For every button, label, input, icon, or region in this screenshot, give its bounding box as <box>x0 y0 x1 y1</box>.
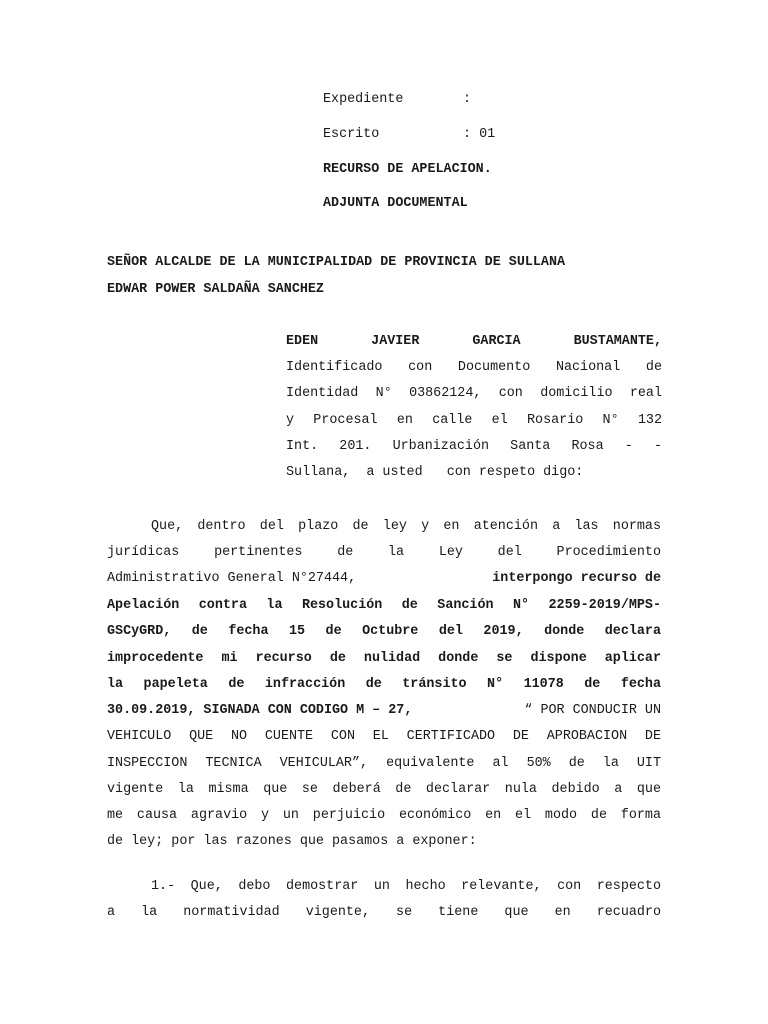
applicant-line: y Procesal en calle el Rosario N° 132 <box>286 413 662 428</box>
body-line-part: “ POR CONDUCIR UN <box>524 703 661 718</box>
body-line-bold: GSCyGRD, de fecha 15 de Octubre del 2019, donde declara <box>107 624 661 639</box>
addressee-line-2: EDWAR POWER SALDAÑA SANCHEZ <box>107 282 324 297</box>
document-subtitle: ADJUNTA DOCUMENTAL <box>323 196 468 211</box>
body-line <box>107 566 661 592</box>
body-line: Que, dentro del plazo de ley y en atención a las normas <box>151 519 661 534</box>
body-line-bold: improcedente mi recurso de nulidad donde se dispone aplicar <box>107 651 661 666</box>
body-line: me causa agravio y un perjuicio económico en el modo de forma <box>107 808 661 823</box>
applicant-name-1: EDEN <box>286 334 319 349</box>
body-line-part-bold: 30.09.2019, SIGNADA CON CODIGO M – 27, <box>107 703 413 718</box>
applicant-name <box>286 329 662 355</box>
document-title: RECURSO DE APELACION. <box>323 162 492 177</box>
expediente-value: : <box>463 92 472 107</box>
applicant-name-3: GARCIA <box>472 334 521 349</box>
body-line-bold: Apelación contra la Resolución de Sanción N° 2259-2019/MPS- <box>107 598 661 613</box>
expediente-label: Expediente <box>323 92 404 107</box>
applicant-name-4: BUSTAMANTE, <box>573 334 662 349</box>
body-line: INSPECCION TECNICA VEHICULAR”, equivalente al 50% de la UIT <box>107 756 661 771</box>
addressee-line-1: SEÑOR ALCALDE DE LA MUNICIPALIDAD DE PROVINCIA DE SULLANA <box>107 255 566 270</box>
applicant-line: Int. 201. Urbanización Santa Rosa - - <box>286 439 662 454</box>
body-line: de ley; por las razones que pasamos a exponer: <box>107 834 477 849</box>
escrito-value: : 01 <box>463 127 496 142</box>
body-line: jurídicas pertinentes de la Ley del Procedimiento <box>107 545 661 560</box>
applicant-line: Identificado con Documento Nacional de <box>286 360 662 375</box>
body-line <box>107 698 661 724</box>
body-line-part-bold: interpongo recurso de <box>492 571 661 586</box>
applicant-name-2: JAVIER <box>371 334 420 349</box>
body-line: VEHICULO QUE NO CUENTE CON EL CERTIFICADO DE APROBACION DE <box>107 729 661 744</box>
body-line: a la normatividad vigente, se tiene que en recuadro <box>107 905 661 920</box>
applicant-line: Sullana, a usted con respeto digo: <box>286 465 584 480</box>
applicant-line: Identidad N° 03862124, con domicilio real <box>286 386 662 401</box>
body-line-bold: la papeleta de infracción de tránsito N° 11078 de fecha <box>107 677 661 692</box>
body-line: 1.- Que, debo demostrar un hecho relevante, con respecto <box>151 879 661 894</box>
escrito-label: Escrito <box>323 127 380 142</box>
body-line: vigente la misma que se deberá de declarar nula debido a que <box>107 782 661 797</box>
body-line-part: Administrativo General N°27444, <box>107 571 357 586</box>
